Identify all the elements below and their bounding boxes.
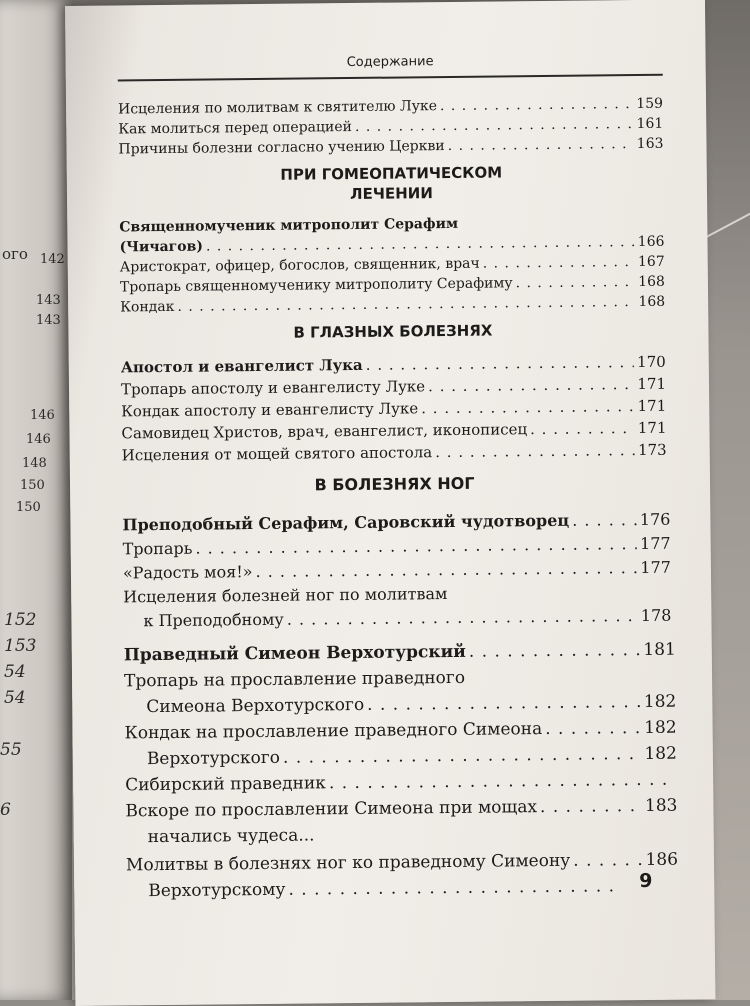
toc-entry-saint: Преподобный Серафим, Саровский чудотворец . . . 176 [122,510,670,535]
left-page-number: 54 [4,662,26,682]
left-page-number: 142 [40,252,65,267]
left-page [0,0,72,1000]
toc-entry: Исцеления по молитвам к святителю Луке . . . 159 [118,96,663,118]
toc-entry: Сибирский праведник . . . [125,770,677,796]
toc-entry: Кондак . . . 168 [120,294,665,316]
left-page-number: 152 [4,610,37,630]
toc-entry-continuation: начались чудеса... [147,825,315,848]
toc-entry: Тропарь апостолу и евангелисту Луке . . . 171 [121,375,666,399]
toc-entry-continuation: Верхотурского . . . 182 [147,744,677,770]
left-page-number: 54 [4,688,26,708]
toc-entry: Аристократ, офицер, богослов, священник, врач . . . 167 [120,254,665,276]
toc-entry: Исцеления от мощей святого апостола . . . 173 [122,441,667,465]
toc-entry-saint: Священномученик митрополит Серафим [119,215,459,236]
left-page-number: 143 [36,313,61,328]
header-rule [118,74,663,82]
toc-entry: Кондак на прославление праведного Симеона . . . 182 [125,718,677,744]
toc-entry-saint: Праведный Симеон Верхотурский . . . 181 [124,640,676,666]
toc-entry: Исцеления болезней ног по молитвам [123,584,448,607]
section-heading: ЛЕЧЕНИИ [350,184,433,204]
section-heading: В ГЛАЗНЫХ БОЛЕЗНЯХ [293,321,493,342]
book-page [65,0,715,1006]
toc-entry: Как молиться перед операцией . . . 161 [118,116,663,138]
toc-entry-saint: (Чичагов) . . . 166 [119,234,664,256]
toc-entry: Вскоре по прославлении Симеона при мощах . . . 183 [125,796,677,822]
toc-entry: Причины болезни согласно учению Церкви . . . 163 [118,136,663,158]
toc-entry-continuation: Верхотурскому . . . [148,876,618,901]
left-page-number: 6 [0,800,11,820]
left-page-number: 150 [16,500,41,515]
left-page-number: 148 [22,456,47,471]
left-page-number: 146 [26,432,51,447]
left-page-number: 143 [36,293,61,308]
running-header: Содержание [346,54,434,71]
page-number: 9 [639,869,653,893]
toc-entry: Тропарь . . . 177 [123,534,671,559]
toc-entry: Самовидец Христов, врач, евангелист, иконописец . . . 171 [121,419,666,443]
toc-entry-saint: Апостол и евангелист Лука . . . 170 [121,353,666,377]
toc-entry-continuation: к Преподобному . . . 178 [143,606,671,631]
toc-entry: Тропарь на прославление праведного [123,667,466,692]
left-page-number: 55 [0,740,22,760]
left-page-text: ого [2,245,28,263]
toc-entry: Кондак апостолу и евангелисту Луке . . . 171 [121,397,666,421]
left-page-number: 146 [30,408,55,423]
toc-entry-continuation: Симеона Верхотурского . . . 182 [146,692,676,718]
section-heading: В БОЛЕЗНЯХ НОГ [314,473,475,495]
section-heading: ПРИ ГОМЕОПАТИЧЕСКОМ [280,163,503,184]
left-page-number: 153 [4,636,37,656]
toc-entry: «Радость моя!» . . . 177 [123,558,671,583]
left-page-number: 150 [20,478,45,493]
toc-entry: Тропарь священномученику митрополиту Серафиму . . . 168 [120,274,665,296]
toc-entry: Молитвы в болезнях ног ко праведному Симеону . . . 186 [126,850,678,876]
